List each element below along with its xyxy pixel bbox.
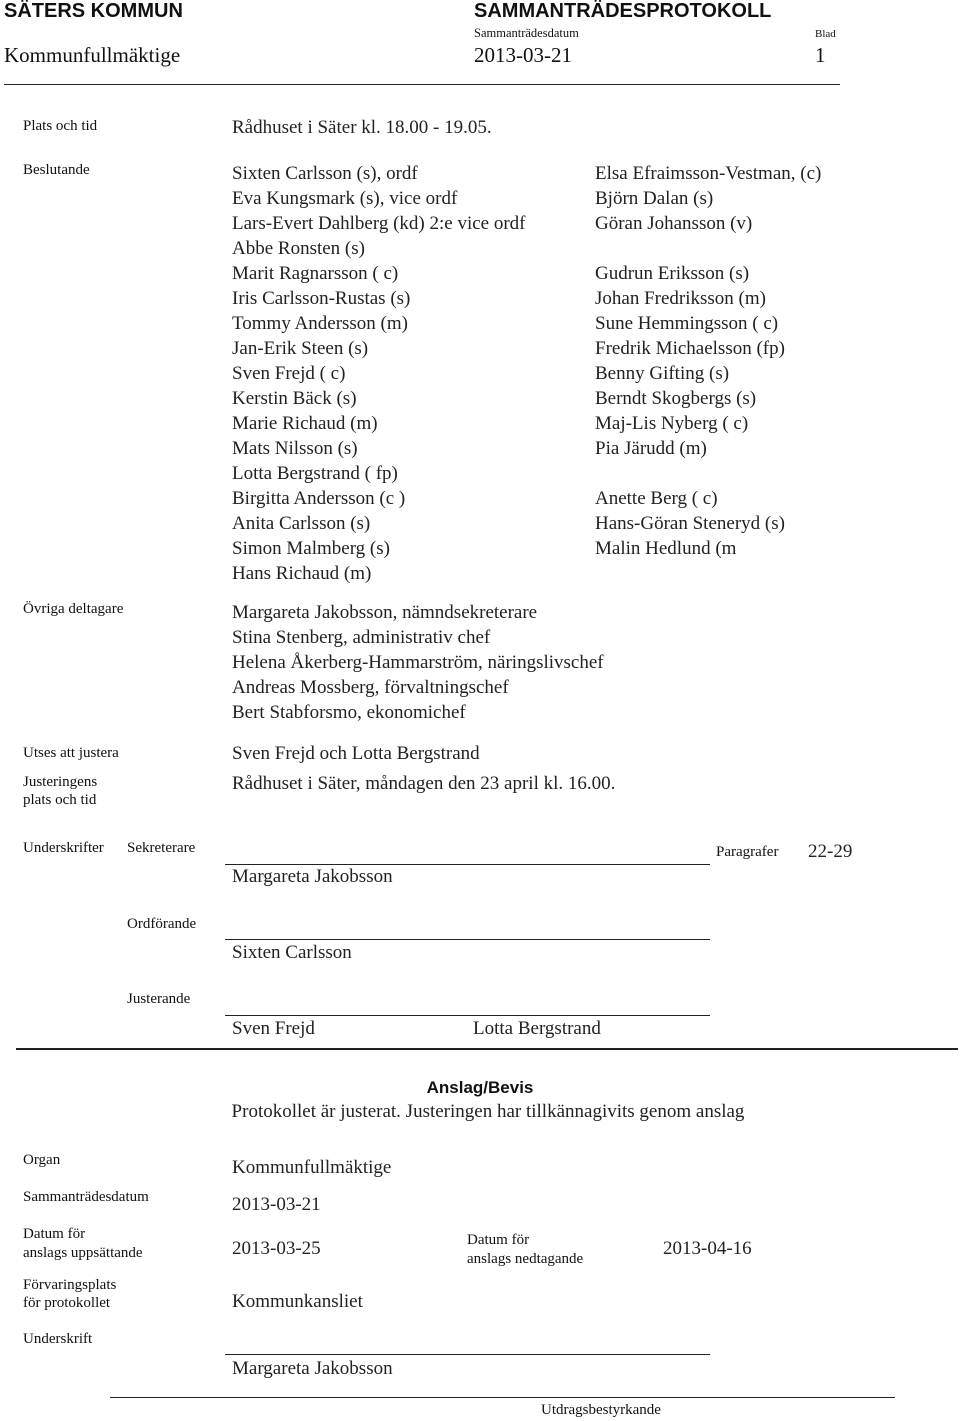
list-item: Stina Stenberg, administrativ chef bbox=[232, 627, 491, 648]
paragraphs-value: 22-29 bbox=[808, 841, 853, 862]
chair-label: Ordförande bbox=[127, 916, 197, 932]
list-item: Helena Åkerberg-Hammarström, näringslivschef bbox=[232, 652, 604, 673]
signature-label: Underskrift bbox=[23, 1331, 93, 1347]
organ-label: Organ bbox=[23, 1152, 61, 1168]
list-item: Tommy Andersson (m) bbox=[232, 313, 408, 334]
storage-label-2: för protokollet bbox=[23, 1295, 111, 1311]
paragraphs-label: Paragrafer bbox=[716, 844, 779, 860]
place-value: Rådhuset i Säter kl. 18.00 - 19.05. bbox=[232, 117, 492, 138]
list-item: Elsa Efraimsson-Vestman, (c) bbox=[595, 163, 822, 184]
meeting-date-value: 2013-03-21 bbox=[232, 1194, 321, 1215]
adjust-place-value: Rådhuset i Säter, måndagen den 23 april kl. 16.00. bbox=[232, 773, 616, 794]
sheet-number: 1 bbox=[815, 43, 826, 67]
others-list bbox=[232, 600, 604, 725]
adjuster-name-2: Lotta Bergstrand bbox=[473, 1018, 601, 1039]
meeting-date-label: Sammanträdesdatum bbox=[23, 1189, 149, 1205]
notice-signature-name: Margareta Jakobsson bbox=[232, 1358, 393, 1379]
list-item: Kerstin Bäck (s) bbox=[232, 388, 357, 409]
header-rule bbox=[4, 84, 840, 85]
adjust-place-label-1: Justeringens bbox=[23, 774, 98, 790]
storage-value: Kommunkansliet bbox=[232, 1291, 363, 1312]
meeting-date: 2013-03-21 bbox=[474, 43, 572, 67]
list-item: Berndt Skogbergs (s) bbox=[595, 388, 757, 409]
adjusting-label: Justerande bbox=[127, 991, 191, 1007]
list-item: Malin Hedlund (m bbox=[595, 538, 737, 559]
list-item: Benny Gifting (s) bbox=[595, 363, 730, 384]
list-item: Sune Hemmingsson ( c) bbox=[595, 313, 779, 334]
list-item: Simon Malmberg (s) bbox=[232, 538, 390, 559]
notice-title: Anslag/Bevis bbox=[426, 1078, 534, 1097]
body-name: Kommunfullmäktige bbox=[4, 43, 181, 67]
sheet-label: Blad bbox=[815, 28, 836, 40]
chair-name: Sixten Carlsson bbox=[232, 942, 352, 963]
deciders-left-list bbox=[232, 161, 526, 586]
certified-label: Utdragsbestyrkande bbox=[541, 1402, 661, 1418]
chair-signature-line bbox=[225, 939, 710, 940]
others-label: Övriga deltagare bbox=[23, 601, 124, 617]
list-item: Anita Carlsson (s) bbox=[232, 513, 371, 534]
list-item: Johan Fredriksson (m) bbox=[595, 288, 766, 309]
footer-rule bbox=[110, 1397, 895, 1398]
list-item: Pia Järudd (m) bbox=[595, 438, 707, 459]
list-item: Björn Dalan (s) bbox=[595, 188, 714, 209]
place-label: Plats och tid bbox=[23, 118, 98, 134]
removed-label-2: anslags nedtagande bbox=[467, 1251, 584, 1267]
list-item: Anette Berg ( c) bbox=[595, 488, 718, 509]
adjusters-value: Sven Frejd och Lotta Bergstrand bbox=[232, 743, 480, 764]
secretary-name: Margareta Jakobsson bbox=[232, 866, 393, 887]
notice-signature-line bbox=[225, 1354, 710, 1355]
posted-value: 2013-03-25 bbox=[232, 1238, 321, 1259]
list-item bbox=[595, 236, 821, 261]
secretary-label: Sekreterare bbox=[127, 840, 196, 856]
secretary-signature-line bbox=[225, 864, 710, 865]
signatures-label: Underskrifter bbox=[23, 840, 104, 856]
list-item: Hans Richaud (m) bbox=[232, 563, 372, 584]
list-item: Göran Johansson (v) bbox=[595, 213, 753, 234]
list-item: Andreas Mossberg, förvaltningschef bbox=[232, 677, 509, 698]
list-item: Maj-Lis Nyberg ( c) bbox=[595, 413, 749, 434]
section-divider bbox=[16, 1048, 958, 1050]
adjust-place-label-2: plats och tid bbox=[23, 792, 97, 808]
list-item: Mats Nilsson (s) bbox=[232, 438, 358, 459]
list-item: Jan-Erik Steen (s) bbox=[232, 338, 369, 359]
municipality-name: SÄTERS KOMMUN bbox=[4, 0, 183, 22]
adjusters-label: Utses att justera bbox=[23, 745, 119, 761]
protocol-title: SAMMANTRÄDESPROTOKOLL bbox=[474, 0, 772, 22]
notice-text: Protokollet är justerat. Justeringen har tillkännagivits genom anslag bbox=[231, 1101, 745, 1122]
deciders-right-list bbox=[595, 161, 821, 561]
list-item: Lars-Evert Dahlberg (kd) 2:e vice ordf bbox=[232, 213, 526, 234]
list-item: Marie Richaud (m) bbox=[232, 413, 378, 434]
list-item: Marit Ragnarsson ( c) bbox=[232, 263, 399, 284]
list-item bbox=[595, 461, 821, 486]
date-label: Sammanträdesdatum bbox=[474, 26, 579, 40]
list-item: Gudrun Eriksson (s) bbox=[595, 263, 750, 284]
organ-value: Kommunfullmäktige bbox=[232, 1157, 392, 1178]
deciders-label: Beslutande bbox=[23, 162, 90, 178]
posted-label-2: anslags uppsättande bbox=[23, 1245, 143, 1261]
removed-value: 2013-04-16 bbox=[663, 1238, 752, 1259]
removed-label-1: Datum för bbox=[467, 1232, 530, 1248]
list-item: Bert Stabforsmo, ekonomichef bbox=[232, 702, 466, 723]
posted-label-1: Datum för bbox=[23, 1226, 86, 1242]
list-item: Abbe Ronsten (s) bbox=[232, 238, 365, 259]
list-item: Sven Frejd ( c) bbox=[232, 363, 346, 384]
adjusting-signature-line bbox=[225, 1015, 710, 1016]
adjuster-name-1: Sven Frejd bbox=[232, 1018, 315, 1039]
list-item: Iris Carlsson-Rustas (s) bbox=[232, 288, 411, 309]
list-item: Lotta Bergstrand ( fp) bbox=[232, 463, 398, 484]
list-item: Margareta Jakobsson, nämndsekreterare bbox=[232, 602, 538, 623]
list-item: Sixten Carlsson (s), ordf bbox=[232, 163, 418, 184]
list-item: Fredrik Michaelsson (fp) bbox=[595, 338, 785, 359]
list-item: Hans-Göran Steneryd (s) bbox=[595, 513, 785, 534]
storage-label-1: Förvaringsplats bbox=[23, 1277, 117, 1293]
list-item: Birgitta Andersson (c ) bbox=[232, 488, 406, 509]
list-item: Eva Kungsmark (s), vice ordf bbox=[232, 188, 458, 209]
